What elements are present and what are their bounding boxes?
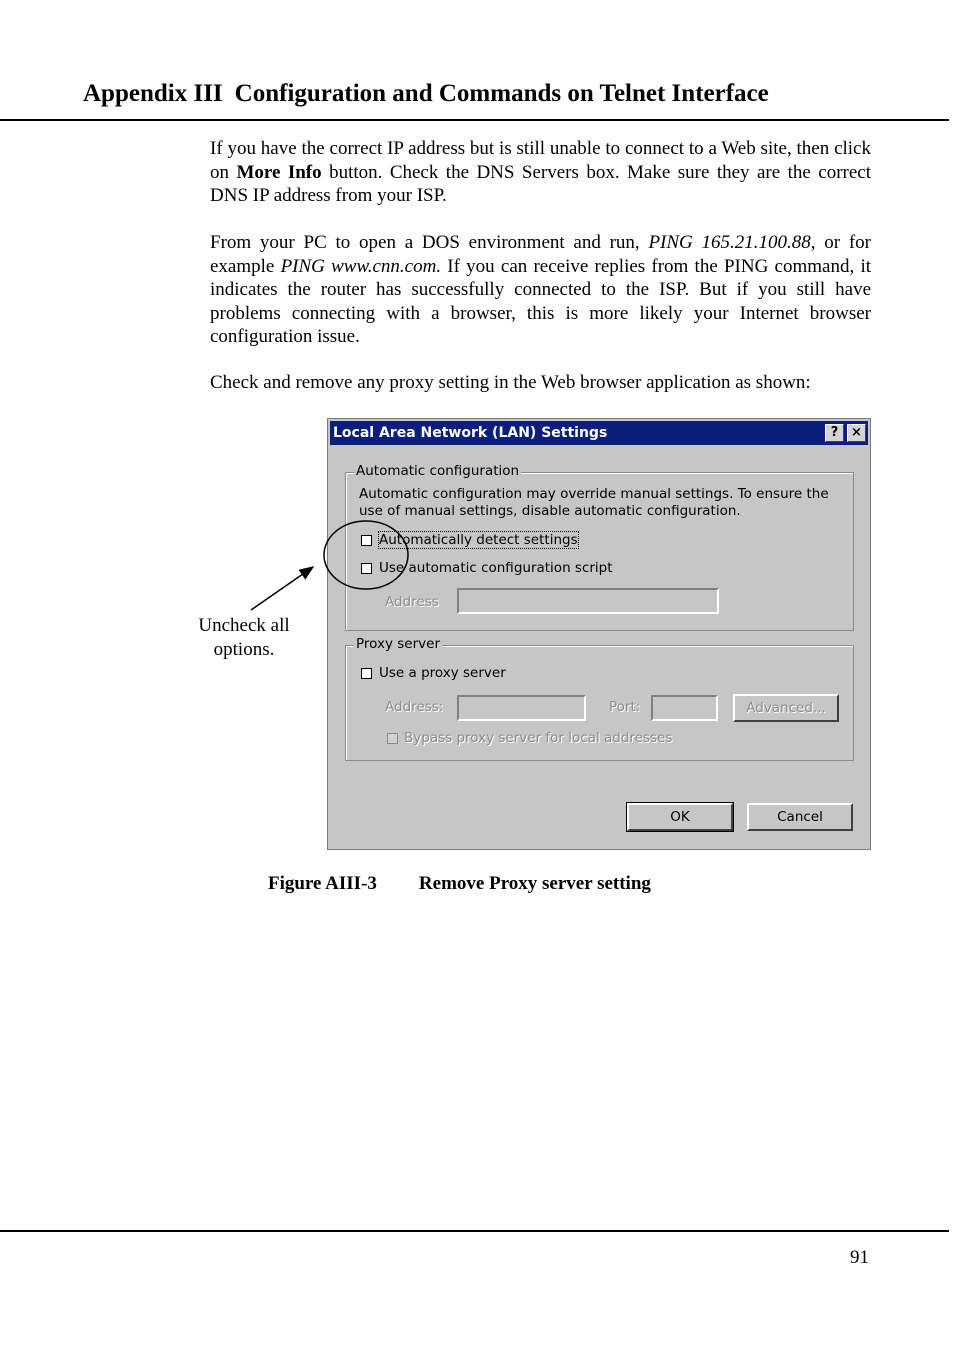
paragraph-text: If you can receive replies from the PING command, it indicates the router has successfully connected to the ISP. But if you still have problems connecting with a browser, this is more likely your Internet browser configuration issue. (210, 255, 871, 347)
config-script-checkbox[interactable] (361, 563, 372, 574)
config-script-label[interactable]: Use automatic configuration script (379, 560, 613, 576)
figure-caption (268, 873, 651, 895)
callout-note (178, 614, 310, 662)
detect-settings-label[interactable]: Automatically detect settings (379, 532, 578, 548)
callout-line: Uncheck all (198, 615, 290, 636)
paragraph-proxy: Check and remove any proxy setting in the Web browser application as shown: (210, 372, 811, 393)
script-address-label: Address (385, 594, 439, 610)
figure-title: Remove Proxy server setting (418, 873, 651, 894)
ping-command-ip: PING 165.21.100.88 (648, 232, 811, 253)
paragraph-ping (210, 231, 871, 349)
use-proxy-label[interactable]: Use a proxy server (379, 665, 506, 681)
help-icon[interactable]: ? (825, 424, 844, 442)
callout-arrow (251, 567, 313, 610)
auto-config-description: Automatic configuration may override manual settings. To ensure the use of manual settings, disable automatic configuration. (359, 486, 829, 519)
proxy-port-input[interactable] (651, 695, 718, 721)
ping-command-host: PING www.cnn.com. (280, 255, 442, 277)
paragraph-text: If you have the correct IP address but is still unable to connect to a Web site, then click on (210, 138, 871, 183)
appendix-label: Appendix III (83, 80, 223, 107)
chapter-title: Configuration and Commands on Telnet Interface (234, 80, 769, 107)
auto-config-legend: Automatic configuration (356, 463, 520, 479)
footer-rule (0, 1230, 949, 1232)
dialog-titlebar (330, 421, 868, 445)
proxy-port-label: Port: (609, 699, 641, 715)
proxy-server-legend: Proxy server (356, 636, 441, 652)
use-proxy-checkbox[interactable] (361, 668, 372, 679)
ok-button[interactable]: OK (627, 803, 733, 831)
script-address-input[interactable] (457, 588, 719, 614)
close-icon[interactable]: × (847, 424, 866, 442)
header-rule (0, 119, 949, 121)
callout-line: options. (213, 639, 275, 660)
bypass-proxy-label[interactable]: Bypass proxy server for local addresses (404, 730, 673, 746)
paragraph-text: button. Check the DNS Servers box. Make sure they are the correct DNS IP address from your ISP. (210, 161, 871, 206)
page-number: 91 (850, 1247, 869, 1268)
page-header (83, 80, 769, 108)
advanced-button[interactable]: Advanced... (733, 694, 839, 722)
paragraph-text: From your PC to open a DOS environment and run, (210, 232, 649, 253)
cancel-button[interactable]: Cancel (747, 803, 853, 831)
dialog-title: Local Area Network (LAN) Settings (333, 425, 608, 441)
lan-settings-dialog (327, 418, 871, 850)
paragraph-dns (210, 137, 871, 208)
figure-number: Figure AIII-3 (268, 873, 377, 894)
more-info-emphasis: More Info (236, 161, 322, 183)
proxy-address-input[interactable] (457, 695, 586, 721)
detect-settings-checkbox[interactable] (361, 535, 372, 546)
proxy-address-label: Address: (385, 699, 444, 715)
bypass-proxy-checkbox[interactable] (387, 733, 398, 744)
paragraph-text: , or for example (210, 232, 871, 277)
